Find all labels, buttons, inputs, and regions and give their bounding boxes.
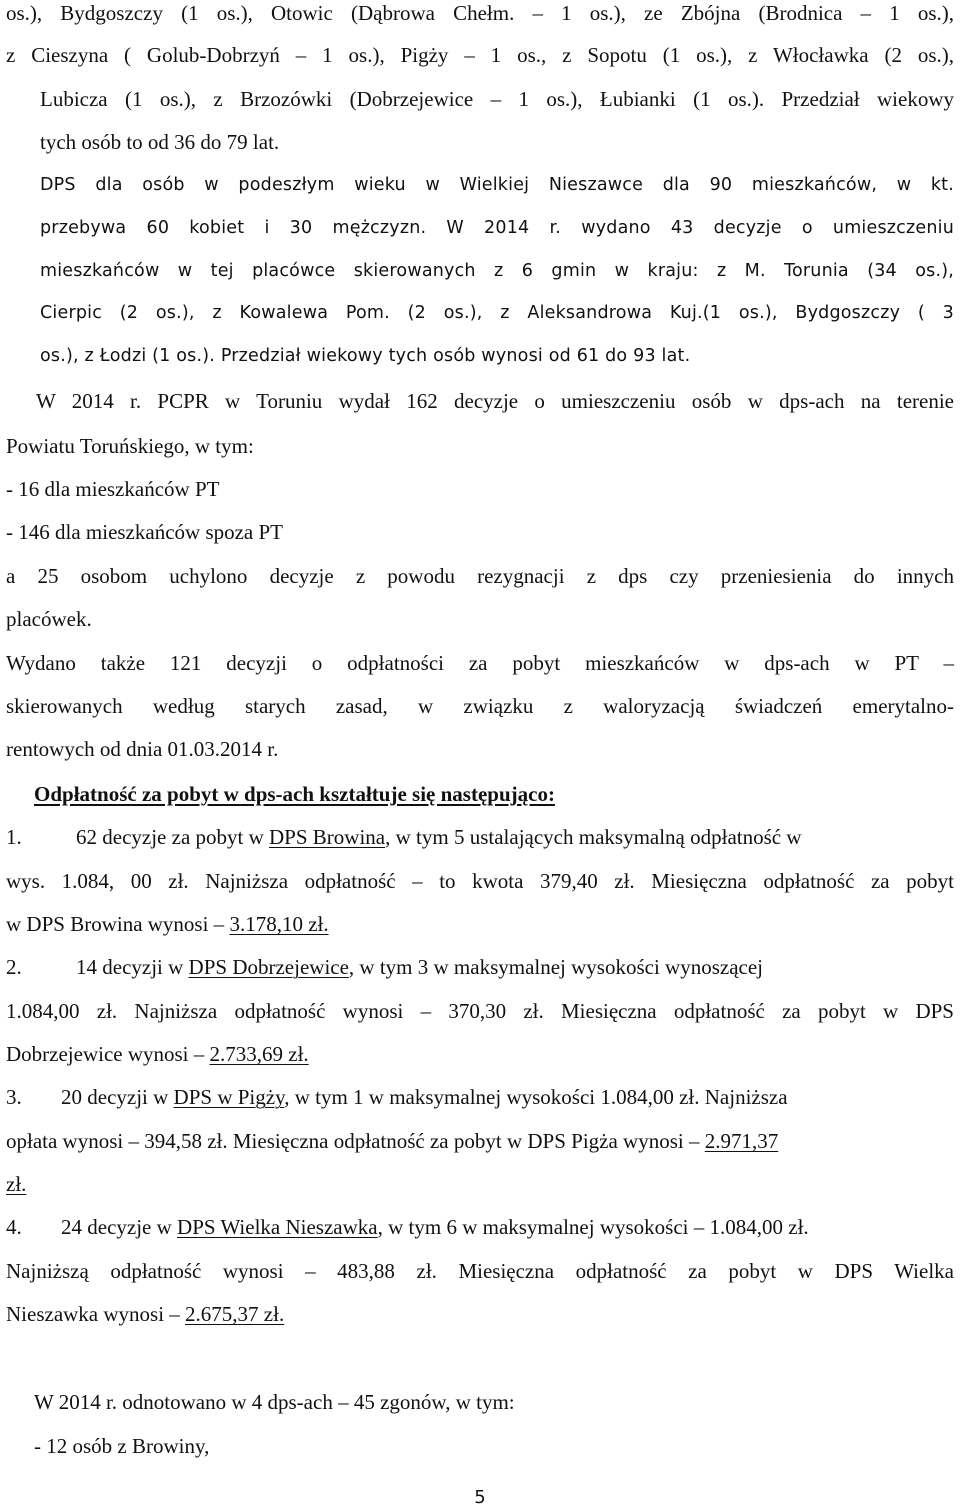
text-line: skierowanych według starych zasad, w związku z waloryzacją świadczeń emerytalno-	[6, 694, 954, 718]
text-line: os.), z Łodzi (1 os.). Przedział wiekowy tych osób wynosi od 61 do 93 lat.	[40, 346, 691, 366]
text-line: rentowych od dnia 01.03.2014 r.	[6, 737, 279, 761]
text-line: przebywa 60 kobiet i 30 mężczyzn. W 2014 r. wydano 43 decyzje o umieszczeniu	[40, 218, 954, 238]
dps-name: DPS Wielka Nieszawka	[177, 1215, 378, 1239]
item-text: Nieszawka wynosi –	[6, 1302, 186, 1326]
dps-name: DPS w Pigży	[173, 1085, 285, 1109]
dps-name: DPS Browina	[269, 825, 386, 849]
text-line: Lubicza (1 os.), z Brzozówki (Dobrzejewice – 1 os.), Łubianki (1 os.). Przedział wiekowy	[40, 87, 954, 111]
text-line: placówek.	[6, 607, 92, 631]
monthly-fee-unit: zł.	[6, 1172, 27, 1196]
list-item-4	[6, 1212, 954, 1242]
list-number: 1.	[6, 825, 22, 849]
text-line: mieszkańców w tej placówce skierowanych z 6 gmin w kraju: z M. Torunia (34 os.),	[40, 261, 954, 281]
monthly-fee: 2.733,69 zł.	[209, 1042, 309, 1066]
monthly-fee: 2.675,37 zł.	[185, 1302, 285, 1326]
item-text: 14 decyzji w	[76, 955, 189, 979]
item-text: w DPS Browina wynosi –	[6, 912, 230, 936]
text-line: os.), Bydgoszczy (1 os.), Otowic (Dąbrowa Chełm. – 1 os.), ze Zbójna (Brodnica – 1 os.),	[6, 1, 954, 25]
monthly-fee: 2.971,37	[704, 1129, 779, 1153]
item-text: Dobrzejewice wynosi –	[6, 1042, 210, 1066]
section-heading: Odpłatność za pobyt w dps-ach kształtuje się następująco:	[34, 782, 555, 806]
item-text: , w tym 1 w maksymalnej wysokości 1.084,00 zł. Najniższa	[284, 1085, 788, 1109]
text-line: wys. 1.084, 00 zł. Najniższa odpłatność – to kwota 379,40 zł. Miesięczna odpłatność za pobyt	[6, 869, 954, 893]
item-text: 24 decyzje w	[61, 1215, 178, 1239]
text-line: Najniższą odpłatność wynosi – 483,88 zł. Miesięczna odpłatność za pobyt w DPS Wielka	[6, 1259, 954, 1283]
item-text: 20 decyzji w	[61, 1085, 174, 1109]
dps-name: DPS Dobrzejewice	[188, 955, 349, 979]
list-number: 4.	[6, 1215, 22, 1239]
text-line: Powiatu Toruńskiego, w tym:	[6, 434, 254, 458]
item-text: 62 decyzje za pobyt w	[76, 825, 270, 849]
text-line	[6, 909, 954, 939]
item-text: , w tym 3 w maksymalnej wysokości wynoszącej	[348, 955, 764, 979]
list-item-3	[6, 1082, 954, 1112]
item-text: , w tym 5 ustalających maksymalną odpłatność w	[385, 825, 802, 849]
list-item-1	[6, 822, 954, 852]
item-text: opłata wynosi – 394,58 zł. Miesięczna odpłatność za pobyt w DPS Pigża wynosi –	[6, 1129, 705, 1153]
text-line	[6, 1299, 954, 1329]
text-line: - 146 dla mieszkańców spoza PT	[6, 520, 284, 544]
text-line: tych osób to od 36 do 79 lat.	[40, 130, 280, 154]
text-line: - 12 osób z Browiny,	[34, 1434, 210, 1458]
text-line: W 2014 r. PCPR w Toruniu wydał 162 decyzje o umieszczeniu osób w dps-ach na terenie	[36, 389, 954, 413]
text-line	[6, 1169, 954, 1199]
text-line: W 2014 r. odnotowano w 4 dps-ach – 45 zgonów, w tym:	[34, 1390, 515, 1414]
page-number: 5	[474, 1487, 486, 1508]
text-line: Cierpic (2 os.), z Kowalewa Pom. (2 os.), z Aleksandrowa Kuj.(1 os.), Bydgoszczy ( 3	[40, 303, 954, 323]
list-item-2	[6, 952, 954, 982]
text-line: z Cieszyna ( Golub-Dobrzyń – 1 os.), Pigży – 1 os., z Sopotu (1 os.), z Włocławka (2 os.),	[6, 43, 954, 67]
item-text: , w tym 6 w maksymalnej wysokości – 1.084,00 zł.	[377, 1215, 809, 1239]
text-line	[6, 1039, 954, 1069]
monthly-fee: 3.178,10 zł.	[229, 912, 329, 936]
text-line	[6, 1126, 954, 1156]
text-line: Wydano także 121 decyzji o odpłatności za pobyt mieszkańców w dps-ach w PT –	[6, 651, 954, 675]
list-number: 2.	[6, 955, 22, 979]
text-line: 1.084,00 zł. Najniższa odpłatność wynosi – 370,30 zł. Miesięczna odpłatność za pobyt w DPS	[6, 999, 954, 1023]
list-number: 3.	[6, 1085, 22, 1109]
text-line: - 16 dla mieszkańców PT	[6, 477, 220, 501]
text-line: DPS dla osób w podeszłym wieku w Wielkiej Nieszawce dla 90 mieszkańców, w kt.	[40, 175, 954, 195]
text-line: a 25 osobom uchylono decyzje z powodu rezygnacji z dps czy przeniesienia do innych	[6, 564, 954, 588]
